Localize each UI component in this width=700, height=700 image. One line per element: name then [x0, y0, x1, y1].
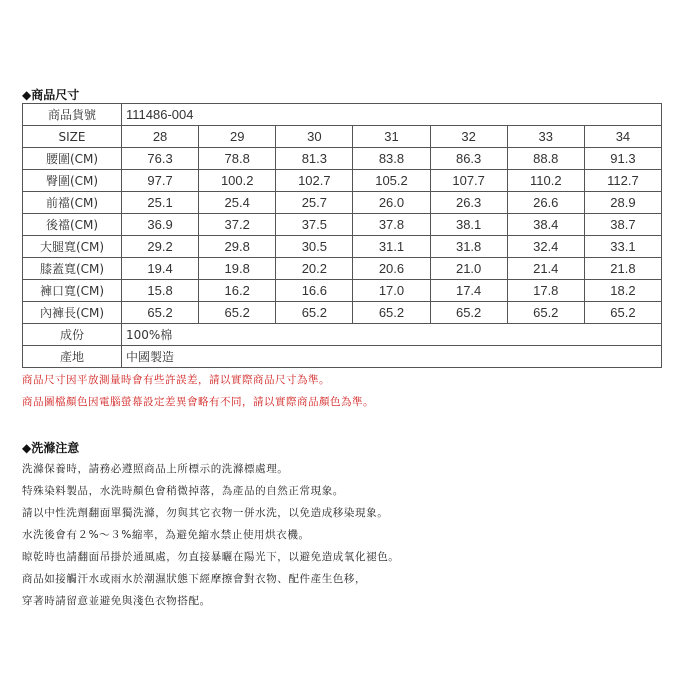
- product-code-label: 商品貨號: [23, 104, 122, 126]
- size-header-cell: 33: [507, 126, 584, 148]
- row-label: 臀圍(CM): [23, 170, 122, 192]
- measurement-cell: 26.3: [430, 192, 507, 214]
- measurement-cell: 37.2: [199, 214, 276, 236]
- size-measurement-note: 商品尺寸因平放測量時會有些許誤差，請以實際商品尺寸為準。: [22, 374, 330, 386]
- size-header-cell: 29: [199, 126, 276, 148]
- measurement-cell: 91.3: [584, 148, 661, 170]
- measurement-cell: 100.2: [199, 170, 276, 192]
- wash-section-title: ◆洗滌注意: [22, 441, 80, 455]
- care-instructions-list: [22, 458, 399, 612]
- measurement-cell: 38.1: [430, 214, 507, 236]
- origin-value: 中國製造: [122, 346, 662, 368]
- measurement-cell: 25.4: [199, 192, 276, 214]
- measurement-cell: 37.8: [353, 214, 430, 236]
- row-label: 腰圍(CM): [23, 148, 122, 170]
- measurement-cell: 31.8: [430, 236, 507, 258]
- measurement-cell: 65.2: [507, 302, 584, 324]
- measurement-cell: 29.2: [122, 236, 199, 258]
- size-header-row: [23, 126, 662, 148]
- measurement-cell: 88.8: [507, 148, 584, 170]
- measurement-cell: 33.1: [584, 236, 661, 258]
- size-header-cell: 31: [353, 126, 430, 148]
- measurement-row-back-rise: [23, 214, 662, 236]
- size-header-cell: 34: [584, 126, 661, 148]
- product-code-row: [23, 104, 662, 126]
- measurement-cell: 17.0: [353, 280, 430, 302]
- measurement-cell: 17.4: [430, 280, 507, 302]
- row-label: 前襠(CM): [23, 192, 122, 214]
- measurement-cell: 65.2: [122, 302, 199, 324]
- size-header-cell: 32: [430, 126, 507, 148]
- measurement-row-inseam: [23, 302, 662, 324]
- measurement-row-knee: [23, 258, 662, 280]
- care-instruction-item: 穿著時請留意並避免與淺色衣物搭配。: [22, 595, 211, 607]
- care-instruction-item: 特殊染料製品，水洗時顏色會稍微掉落，為產品的自然正常現象。: [22, 485, 344, 497]
- measurement-cell: 105.2: [353, 170, 430, 192]
- measurement-cell: 112.7: [584, 170, 661, 192]
- row-label: 內褲長(CM): [23, 302, 122, 324]
- measurement-cell: 86.3: [430, 148, 507, 170]
- measurement-cell: 20.2: [276, 258, 353, 280]
- measurement-cell: 16.6: [276, 280, 353, 302]
- material-row: [23, 324, 662, 346]
- measurement-cell: 65.2: [430, 302, 507, 324]
- measurement-cell: 65.2: [353, 302, 430, 324]
- measurement-cell: 37.5: [276, 214, 353, 236]
- measurement-cell: 83.8: [353, 148, 430, 170]
- care-instruction-item: 晾乾時也請翻面吊掛於通風處，勿直接暴曬在陽光下，以避免造成氧化褪色。: [22, 551, 400, 563]
- measurement-cell: 26.6: [507, 192, 584, 214]
- measurement-cell: 16.2: [199, 280, 276, 302]
- measurement-cell: 25.7: [276, 192, 353, 214]
- measurement-cell: 102.7: [276, 170, 353, 192]
- measurement-cell: 15.8: [122, 280, 199, 302]
- origin-label: 產地: [23, 346, 122, 368]
- measurement-cell: 31.1: [353, 236, 430, 258]
- measurement-cell: 19.4: [122, 258, 199, 280]
- measurement-cell: 38.4: [507, 214, 584, 236]
- measurement-cell: 107.7: [430, 170, 507, 192]
- measurement-cell: 36.9: [122, 214, 199, 236]
- measurement-cell: 26.0: [353, 192, 430, 214]
- measurement-row-hip: [23, 170, 662, 192]
- measurement-cell: 30.5: [276, 236, 353, 258]
- measurement-cell: 17.8: [507, 280, 584, 302]
- measurement-cell: 76.3: [122, 148, 199, 170]
- size-section-title: ◆商品尺寸: [22, 88, 80, 102]
- care-instruction-item: 商品如接觸汗水或雨水於潮濕狀態下經摩擦會對衣物、配件產生色移，: [22, 573, 367, 585]
- measurement-row-thigh: [23, 236, 662, 258]
- size-header-cell: 28: [122, 126, 199, 148]
- measurement-cell: 78.8: [199, 148, 276, 170]
- row-label: 膝蓋寬(CM): [23, 258, 122, 280]
- measurement-cell: 25.1: [122, 192, 199, 214]
- care-instruction-item: 洗滌保養時，請務必遵照商品上所標示的洗滌標處理。: [22, 463, 289, 475]
- measurement-cell: 21.0: [430, 258, 507, 280]
- measurement-cell: 28.9: [584, 192, 661, 214]
- size-label: SIZE: [23, 126, 122, 148]
- measurement-cell: 38.7: [584, 214, 661, 236]
- measurement-cell: 110.2: [507, 170, 584, 192]
- material-value: 100%棉: [122, 324, 662, 346]
- measurement-cell: 65.2: [199, 302, 276, 324]
- size-table: [22, 103, 662, 368]
- measurement-cell: 65.2: [276, 302, 353, 324]
- product-code-value: 111486-004: [122, 104, 662, 126]
- measurement-cell: 19.8: [199, 258, 276, 280]
- row-label: 褲口寬(CM): [23, 280, 122, 302]
- row-label: 後襠(CM): [23, 214, 122, 236]
- size-header-cell: 30: [276, 126, 353, 148]
- color-difference-note: 商品圖檔顏色因電腦螢幕設定差異會略有不同，請以實際商品顏色為準。: [22, 396, 374, 408]
- measurement-cell: 21.4: [507, 258, 584, 280]
- measurement-cell: 29.8: [199, 236, 276, 258]
- care-instruction-item: 水洗後會有２%～３%縮率，為避免縮水禁止使用烘衣機。: [22, 529, 310, 541]
- measurement-cell: 65.2: [584, 302, 661, 324]
- measurement-cell: 18.2: [584, 280, 661, 302]
- row-label: 大腿寬(CM): [23, 236, 122, 258]
- material-label: 成份: [23, 324, 122, 346]
- care-instruction-item: 請以中性洗劑翻面單獨洗滌，勿與其它衣物一併水洗，以免造成移染現象。: [22, 507, 389, 519]
- measurement-cell: 20.6: [353, 258, 430, 280]
- measurement-cell: 81.3: [276, 148, 353, 170]
- measurement-row-front-rise: [23, 192, 662, 214]
- measurement-row-leg-opening: [23, 280, 662, 302]
- measurement-cell: 21.8: [584, 258, 661, 280]
- measurement-row-waist: [23, 148, 662, 170]
- measurement-cell: 97.7: [122, 170, 199, 192]
- measurement-cell: 32.4: [507, 236, 584, 258]
- origin-row: [23, 346, 662, 368]
